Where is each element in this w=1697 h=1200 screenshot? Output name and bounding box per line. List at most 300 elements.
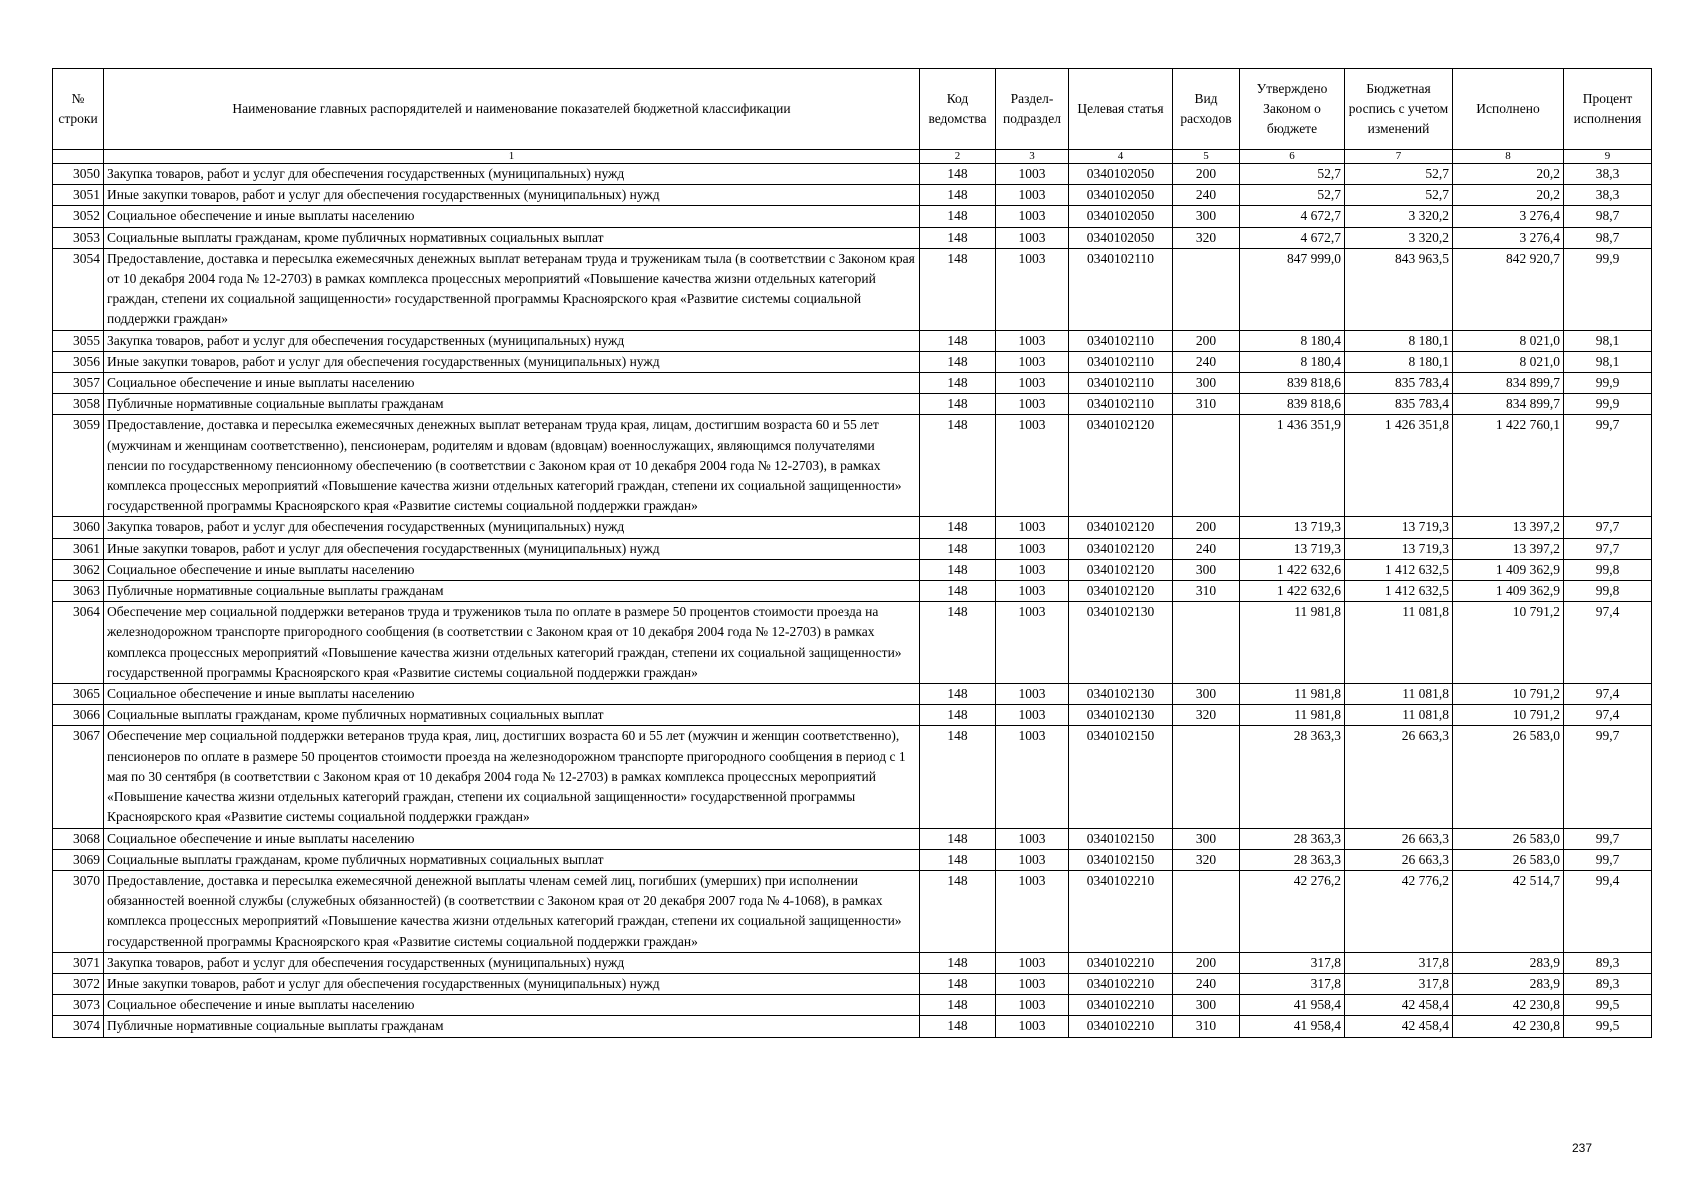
target-article: 0340102050	[1069, 185, 1173, 206]
expense-type: 240	[1173, 973, 1240, 994]
expense-type: 310	[1173, 394, 1240, 415]
budget-list-value: 52,7	[1345, 164, 1453, 185]
percent-value: 99,9	[1564, 394, 1652, 415]
table-row	[53, 1016, 1652, 1037]
target-article: 0340102210	[1069, 1016, 1173, 1037]
department-code: 148	[920, 1016, 996, 1037]
department-code: 148	[920, 973, 996, 994]
expense-type: 300	[1173, 828, 1240, 849]
executed-value: 13 397,2	[1453, 538, 1564, 559]
department-code: 148	[920, 726, 996, 828]
column-number: 5	[1173, 150, 1240, 164]
row-name: Социальное обеспечение и иные выплаты населению	[104, 995, 920, 1016]
table-body	[53, 164, 1652, 1038]
department-code: 148	[920, 538, 996, 559]
executed-value: 10 791,2	[1453, 684, 1564, 705]
percent-value: 97,7	[1564, 517, 1652, 538]
row-name: Публичные нормативные социальные выплаты гражданам	[104, 394, 920, 415]
department-code: 148	[920, 206, 996, 227]
target-article: 0340102120	[1069, 538, 1173, 559]
target-article: 0340102110	[1069, 330, 1173, 351]
executed-value: 842 920,7	[1453, 248, 1564, 330]
row-name: Социальные выплаты гражданам, кроме публичных нормативных социальных выплат	[104, 849, 920, 870]
row-name: Обеспечение мер социальной поддержки ветеранов труда края, лиц, достигших возраста 60 и 55 лет (мужчин и женщин соответственно), пенсионеров по оплате в размере 50 процентов стоимости проезда на железнодорожном транспорте пригородного сообщения в период с 1 мая по 30 сентября (в соответствии с Законом края от 10 декабря 2004 года № 12-2703) в рамках комплекса процессных мероприятий «Повышение качества жизни отдельных категорий граждан, степени их социальной защищенности» государственной программы Красноярского края «Развитие системы социальной поддержки граждан»	[104, 726, 920, 828]
section-code: 1003	[996, 952, 1069, 973]
percent-value: 97,7	[1564, 538, 1652, 559]
budget-list-value: 42 458,4	[1345, 995, 1453, 1016]
table-row	[53, 394, 1652, 415]
budget-list-value: 13 719,3	[1345, 538, 1453, 559]
budget-list-value: 26 663,3	[1345, 849, 1453, 870]
approved-value: 317,8	[1240, 952, 1345, 973]
department-code: 148	[920, 415, 996, 517]
department-code: 148	[920, 559, 996, 580]
row-name: Предоставление, доставка и пересылка ежемесячных денежных выплат ветеранам труда края, лицам, достигшим возраста 60 и 55 лет (мужчинам и женщинам соответственно), пенсионерам, родителям и вдовам (вдовцам) военнослужащих, являющимся получателями пенсии по государственному пенсионному обеспечению (в соответствии с Законом края от 10 декабря 2004 года № 12-2703), в рамках комплекса процессных мероприятий «Повышение качества жизни отдельных категорий граждан, степени их социальной защищенности» государственной программы Красноярского края «Развитие системы социальной поддержки граждан»	[104, 415, 920, 517]
table-row	[53, 684, 1652, 705]
percent-value: 98,7	[1564, 227, 1652, 248]
executed-value: 20,2	[1453, 164, 1564, 185]
row-number: 3064	[53, 602, 104, 684]
row-name: Закупка товаров, работ и услуг для обеспечения государственных (муниципальных) нужд	[104, 164, 920, 185]
section-code: 1003	[996, 248, 1069, 330]
percent-value: 99,5	[1564, 1016, 1652, 1037]
executed-value: 10 791,2	[1453, 705, 1564, 726]
row-number: 3061	[53, 538, 104, 559]
section-code: 1003	[996, 581, 1069, 602]
row-name: Иные закупки товаров, работ и услуг для обеспечения государственных (муниципальных) нужд	[104, 538, 920, 559]
expense-type: 320	[1173, 227, 1240, 248]
expense-type	[1173, 602, 1240, 684]
executed-value: 42 514,7	[1453, 870, 1564, 952]
section-code: 1003	[996, 185, 1069, 206]
header-row	[53, 69, 1652, 150]
approved-value: 8 180,4	[1240, 351, 1345, 372]
target-article: 0340102050	[1069, 206, 1173, 227]
approved-value: 4 672,7	[1240, 227, 1345, 248]
department-code: 148	[920, 394, 996, 415]
target-article: 0340102210	[1069, 870, 1173, 952]
row-number: 3059	[53, 415, 104, 517]
percent-value: 99,9	[1564, 373, 1652, 394]
section-code: 1003	[996, 684, 1069, 705]
expense-type: 200	[1173, 952, 1240, 973]
department-code: 148	[920, 684, 996, 705]
section-code: 1003	[996, 415, 1069, 517]
table-row	[53, 351, 1652, 372]
header-name: Наименование главных распорядителей и наименование показателей бюджетной классификации	[104, 69, 920, 150]
approved-value: 11 981,8	[1240, 602, 1345, 684]
table-row	[53, 581, 1652, 602]
executed-value: 26 583,0	[1453, 828, 1564, 849]
row-number: 3068	[53, 828, 104, 849]
executed-value: 3 276,4	[1453, 227, 1564, 248]
table-row	[53, 726, 1652, 828]
executed-value: 8 021,0	[1453, 330, 1564, 351]
target-article: 0340102110	[1069, 351, 1173, 372]
table-row	[53, 330, 1652, 351]
approved-value: 8 180,4	[1240, 330, 1345, 351]
executed-value: 13 397,2	[1453, 517, 1564, 538]
table-row	[53, 373, 1652, 394]
section-code: 1003	[996, 227, 1069, 248]
approved-value: 41 958,4	[1240, 1016, 1345, 1037]
executed-value: 3 276,4	[1453, 206, 1564, 227]
table-row	[53, 870, 1652, 952]
table-row	[53, 227, 1652, 248]
percent-value: 89,3	[1564, 952, 1652, 973]
budget-list-value: 42 776,2	[1345, 870, 1453, 952]
row-name: Закупка товаров, работ и услуг для обеспечения государственных (муниципальных) нужд	[104, 517, 920, 538]
table-row	[53, 995, 1652, 1016]
executed-value: 26 583,0	[1453, 726, 1564, 828]
row-name: Иные закупки товаров, работ и услуг для обеспечения государственных (муниципальных) нужд	[104, 351, 920, 372]
table-row	[53, 415, 1652, 517]
table-row	[53, 164, 1652, 185]
section-code: 1003	[996, 351, 1069, 372]
budget-list-value: 8 180,1	[1345, 351, 1453, 372]
executed-value: 1 422 760,1	[1453, 415, 1564, 517]
department-code: 148	[920, 373, 996, 394]
table-header	[53, 69, 1652, 164]
target-article: 0340102150	[1069, 726, 1173, 828]
target-article: 0340102120	[1069, 517, 1173, 538]
percent-value: 99,7	[1564, 726, 1652, 828]
expense-type: 320	[1173, 849, 1240, 870]
header-section: Раздел-подраздел	[996, 69, 1069, 150]
expense-type: 240	[1173, 185, 1240, 206]
column-number: 2	[920, 150, 996, 164]
row-number: 3062	[53, 559, 104, 580]
target-article: 0340102210	[1069, 973, 1173, 994]
department-code: 148	[920, 705, 996, 726]
percent-value: 99,7	[1564, 849, 1652, 870]
header-executed: Исполнено	[1453, 69, 1564, 150]
budget-list-value: 3 320,2	[1345, 227, 1453, 248]
row-name: Закупка товаров, работ и услуг для обеспечения государственных (муниципальных) нужд	[104, 952, 920, 973]
row-number: 3066	[53, 705, 104, 726]
executed-value: 1 409 362,9	[1453, 581, 1564, 602]
executed-value: 1 409 362,9	[1453, 559, 1564, 580]
row-number: 3056	[53, 351, 104, 372]
header-department-code: Код ведомства	[920, 69, 996, 150]
executed-value: 8 021,0	[1453, 351, 1564, 372]
expense-type: 300	[1173, 559, 1240, 580]
approved-value: 1 422 632,6	[1240, 581, 1345, 602]
section-code: 1003	[996, 870, 1069, 952]
header-percent: Процент исполнения	[1564, 69, 1652, 150]
executed-value: 10 791,2	[1453, 602, 1564, 684]
budget-table	[52, 68, 1652, 1038]
approved-value: 52,7	[1240, 185, 1345, 206]
percent-value: 38,3	[1564, 185, 1652, 206]
executed-value: 42 230,8	[1453, 1016, 1564, 1037]
approved-value: 13 719,3	[1240, 538, 1345, 559]
target-article: 0340102110	[1069, 248, 1173, 330]
row-name: Социальное обеспечение и иные выплаты населению	[104, 684, 920, 705]
row-number: 3055	[53, 330, 104, 351]
department-code: 148	[920, 185, 996, 206]
budget-list-value: 11 081,8	[1345, 602, 1453, 684]
row-number: 3052	[53, 206, 104, 227]
expense-type: 240	[1173, 538, 1240, 559]
department-code: 148	[920, 581, 996, 602]
budget-list-value: 26 663,3	[1345, 726, 1453, 828]
approved-value: 13 719,3	[1240, 517, 1345, 538]
section-code: 1003	[996, 849, 1069, 870]
target-article: 0340102130	[1069, 684, 1173, 705]
row-name: Иные закупки товаров, работ и услуг для обеспечения государственных (муниципальных) нужд	[104, 973, 920, 994]
approved-value: 28 363,3	[1240, 726, 1345, 828]
section-code: 1003	[996, 206, 1069, 227]
percent-value: 99,5	[1564, 995, 1652, 1016]
budget-list-value: 835 783,4	[1345, 394, 1453, 415]
row-name: Предоставление, доставка и пересылка ежемесячной денежной выплаты членам семей лиц, погибших (умерших) при исполнении обязанностей военной службы (служебных обязанностей) (в соответствии с Законом края от 20 декабря 2007 года № 4-1068), в рамках комплекса процессных мероприятий «Повышение качества жизни отдельных категорий граждан, степени их социальной защищенности» государственной программы Красноярского края «Развитие системы социальной поддержки граждан»	[104, 870, 920, 952]
expense-type: 200	[1173, 164, 1240, 185]
column-number	[53, 150, 104, 164]
section-code: 1003	[996, 559, 1069, 580]
target-article: 0340102110	[1069, 373, 1173, 394]
department-code: 148	[920, 517, 996, 538]
section-code: 1003	[996, 995, 1069, 1016]
target-article: 0340102210	[1069, 952, 1173, 973]
expense-type: 320	[1173, 705, 1240, 726]
row-number: 3072	[53, 973, 104, 994]
row-name: Социальное обеспечение и иные выплаты населению	[104, 559, 920, 580]
table-row	[53, 517, 1652, 538]
row-number: 3053	[53, 227, 104, 248]
row-name: Социальное обеспечение и иные выплаты населению	[104, 373, 920, 394]
table-row	[53, 705, 1652, 726]
section-code: 1003	[996, 828, 1069, 849]
percent-value: 99,8	[1564, 559, 1652, 580]
table-row	[53, 849, 1652, 870]
target-article: 0340102120	[1069, 581, 1173, 602]
header-budget-list: Бюджетная роспись с учетом изменений	[1345, 69, 1453, 150]
department-code: 148	[920, 164, 996, 185]
department-code: 148	[920, 952, 996, 973]
percent-value: 98,1	[1564, 330, 1652, 351]
department-code: 148	[920, 351, 996, 372]
budget-list-value: 3 320,2	[1345, 206, 1453, 227]
expense-type: 240	[1173, 351, 1240, 372]
budget-list-value: 317,8	[1345, 973, 1453, 994]
row-number: 3069	[53, 849, 104, 870]
budget-list-value: 835 783,4	[1345, 373, 1453, 394]
expense-type: 300	[1173, 995, 1240, 1016]
column-number: 6	[1240, 150, 1345, 164]
department-code: 148	[920, 849, 996, 870]
approved-value: 42 276,2	[1240, 870, 1345, 952]
budget-list-value: 1 412 632,5	[1345, 581, 1453, 602]
row-number: 3050	[53, 164, 104, 185]
target-article: 0340102050	[1069, 164, 1173, 185]
expense-type	[1173, 248, 1240, 330]
expense-type: 300	[1173, 684, 1240, 705]
percent-value: 99,7	[1564, 828, 1652, 849]
target-article: 0340102130	[1069, 705, 1173, 726]
row-number: 3054	[53, 248, 104, 330]
row-number: 3071	[53, 952, 104, 973]
row-number: 3070	[53, 870, 104, 952]
percent-value: 38,3	[1564, 164, 1652, 185]
approved-value: 1 422 632,6	[1240, 559, 1345, 580]
department-code: 148	[920, 330, 996, 351]
budget-list-value: 1 412 632,5	[1345, 559, 1453, 580]
department-code: 148	[920, 248, 996, 330]
table-row	[53, 952, 1652, 973]
executed-value: 26 583,0	[1453, 849, 1564, 870]
header-target-article: Целевая статья	[1069, 69, 1173, 150]
section-code: 1003	[996, 164, 1069, 185]
section-code: 1003	[996, 602, 1069, 684]
table-row	[53, 973, 1652, 994]
section-code: 1003	[996, 330, 1069, 351]
target-article: 0340102120	[1069, 415, 1173, 517]
percent-value: 98,7	[1564, 206, 1652, 227]
header-approved: Утверждено Законом о бюджете	[1240, 69, 1345, 150]
section-code: 1003	[996, 705, 1069, 726]
percent-value: 89,3	[1564, 973, 1652, 994]
expense-type: 200	[1173, 517, 1240, 538]
row-name: Социальное обеспечение и иные выплаты населению	[104, 828, 920, 849]
section-code: 1003	[996, 373, 1069, 394]
executed-value: 283,9	[1453, 973, 1564, 994]
percent-value: 97,4	[1564, 705, 1652, 726]
budget-list-value: 42 458,4	[1345, 1016, 1453, 1037]
target-article: 0340102050	[1069, 227, 1173, 248]
row-name: Обеспечение мер социальной поддержки ветеранов труда и тружеников тыла по оплате в размере 50 процентов стоимости проезда на железнодорожном транспорте пригородного сообщения (в соответствии с Законом края от 10 декабря 2004 года № 12-2703) в рамках комплекса процессных мероприятий «Повышение качества жизни отдельных категорий граждан, степени их социальной защищенности» государственной программы Красноярского края «Развитие системы социальной поддержки граждан»	[104, 602, 920, 684]
expense-type	[1173, 870, 1240, 952]
section-code: 1003	[996, 517, 1069, 538]
budget-list-value: 11 081,8	[1345, 705, 1453, 726]
column-number: 1	[104, 150, 920, 164]
approved-value: 28 363,3	[1240, 828, 1345, 849]
section-code: 1003	[996, 726, 1069, 828]
approved-value: 52,7	[1240, 164, 1345, 185]
row-number: 3065	[53, 684, 104, 705]
row-name: Публичные нормативные социальные выплаты гражданам	[104, 581, 920, 602]
approved-value: 847 999,0	[1240, 248, 1345, 330]
section-code: 1003	[996, 538, 1069, 559]
row-number: 3074	[53, 1016, 104, 1037]
table-row	[53, 602, 1652, 684]
approved-value: 839 818,6	[1240, 373, 1345, 394]
section-code: 1003	[996, 394, 1069, 415]
row-name: Социальные выплаты гражданам, кроме публичных нормативных социальных выплат	[104, 705, 920, 726]
budget-list-value: 1 426 351,8	[1345, 415, 1453, 517]
percent-value: 99,8	[1564, 581, 1652, 602]
executed-value: 20,2	[1453, 185, 1564, 206]
executed-value: 42 230,8	[1453, 995, 1564, 1016]
column-number: 3	[996, 150, 1069, 164]
approved-value: 1 436 351,9	[1240, 415, 1345, 517]
executed-value: 834 899,7	[1453, 373, 1564, 394]
percent-value: 98,1	[1564, 351, 1652, 372]
expense-type	[1173, 415, 1240, 517]
approved-value: 317,8	[1240, 973, 1345, 994]
row-number: 3058	[53, 394, 104, 415]
section-code: 1003	[996, 1016, 1069, 1037]
table-row	[53, 828, 1652, 849]
approved-value: 11 981,8	[1240, 705, 1345, 726]
row-number: 3051	[53, 185, 104, 206]
approved-value: 839 818,6	[1240, 394, 1345, 415]
percent-value: 99,9	[1564, 248, 1652, 330]
row-name: Иные закупки товаров, работ и услуг для обеспечения государственных (муниципальных) нужд	[104, 185, 920, 206]
row-number: 3063	[53, 581, 104, 602]
expense-type: 310	[1173, 581, 1240, 602]
executed-value: 283,9	[1453, 952, 1564, 973]
column-number: 7	[1345, 150, 1453, 164]
approved-value: 4 672,7	[1240, 206, 1345, 227]
table-row	[53, 248, 1652, 330]
expense-type: 200	[1173, 330, 1240, 351]
expense-type: 300	[1173, 373, 1240, 394]
department-code: 148	[920, 828, 996, 849]
budget-list-value: 13 719,3	[1345, 517, 1453, 538]
budget-list-value: 8 180,1	[1345, 330, 1453, 351]
department-code: 148	[920, 870, 996, 952]
department-code: 148	[920, 995, 996, 1016]
target-article: 0340102150	[1069, 849, 1173, 870]
table-row	[53, 206, 1652, 227]
approved-value: 11 981,8	[1240, 684, 1345, 705]
budget-list-value: 317,8	[1345, 952, 1453, 973]
row-name: Предоставление, доставка и пересылка ежемесячных денежных выплат ветеранам труда и труженикам тыла (в соответствии с Законом края от 10 декабря 2004 года № 12-2703) в рамках комплекса процессных мероприятий «Повышение качества жизни отдельных категорий граждан, степени их социальной защищенности» государственной программы Красноярского края «Развитие системы социальной поддержки граждан»	[104, 248, 920, 330]
budget-list-value: 843 963,5	[1345, 248, 1453, 330]
header-row-number: № строки	[53, 69, 104, 150]
row-number: 3073	[53, 995, 104, 1016]
target-article: 0340102210	[1069, 995, 1173, 1016]
table-row	[53, 559, 1652, 580]
budget-list-value: 11 081,8	[1345, 684, 1453, 705]
percent-value: 99,7	[1564, 415, 1652, 517]
expense-type: 300	[1173, 206, 1240, 227]
budget-list-value: 26 663,3	[1345, 828, 1453, 849]
column-number: 4	[1069, 150, 1173, 164]
row-name: Закупка товаров, работ и услуг для обеспечения государственных (муниципальных) нужд	[104, 330, 920, 351]
row-number: 3060	[53, 517, 104, 538]
column-number: 8	[1453, 150, 1564, 164]
target-article: 0340102120	[1069, 559, 1173, 580]
table-row	[53, 538, 1652, 559]
target-article: 0340102130	[1069, 602, 1173, 684]
percent-value: 97,4	[1564, 602, 1652, 684]
department-code: 148	[920, 227, 996, 248]
column-number: 9	[1564, 150, 1652, 164]
table-row	[53, 185, 1652, 206]
percent-value: 97,4	[1564, 684, 1652, 705]
section-code: 1003	[996, 973, 1069, 994]
target-article: 0340102110	[1069, 394, 1173, 415]
row-number: 3057	[53, 373, 104, 394]
budget-list-value: 52,7	[1345, 185, 1453, 206]
row-name: Социальное обеспечение и иные выплаты населению	[104, 206, 920, 227]
approved-value: 41 958,4	[1240, 995, 1345, 1016]
expense-type: 310	[1173, 1016, 1240, 1037]
percent-value: 99,4	[1564, 870, 1652, 952]
row-number: 3067	[53, 726, 104, 828]
executed-value: 834 899,7	[1453, 394, 1564, 415]
row-name: Публичные нормативные социальные выплаты гражданам	[104, 1016, 920, 1037]
column-number-row	[53, 150, 1652, 164]
expense-type	[1173, 726, 1240, 828]
page-number: 237	[1572, 1141, 1593, 1155]
header-expense-type: Вид расходов	[1173, 69, 1240, 150]
target-article: 0340102150	[1069, 828, 1173, 849]
approved-value: 28 363,3	[1240, 849, 1345, 870]
department-code: 148	[920, 602, 996, 684]
